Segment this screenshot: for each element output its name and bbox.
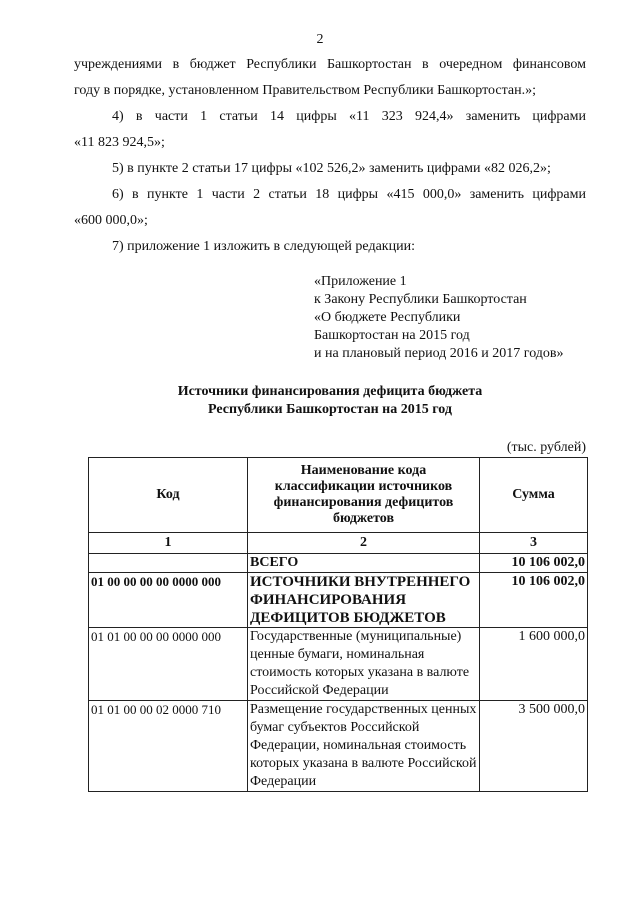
header-sum: Сумма: [480, 458, 588, 533]
paragraph-line: учреждениями в бюджет Республики Башкортостан в очередном финансовом: [74, 57, 586, 72]
title-line: Республики Башкортостан на 2015 год: [208, 402, 452, 417]
table-row: [89, 628, 588, 701]
column-number: 2: [248, 533, 480, 554]
paragraph-line: году в порядке, установленном Правительством Республики Башкортостан.»;: [74, 83, 536, 98]
row-code: [89, 554, 248, 573]
sources-table: [88, 457, 588, 792]
row-code: 01 00 00 00 00 0000 000: [89, 573, 248, 628]
paragraph-line: «11 823 924,5»;: [74, 135, 165, 150]
header-name: Наименование кода классификации источников финансирования дефицитов бюджетов: [248, 458, 480, 533]
table-number-row: [89, 533, 588, 554]
appendix-line: «О бюджете Республики: [314, 310, 461, 325]
header-code: Код: [89, 458, 248, 533]
row-sum: 3 500 000,0: [480, 701, 588, 792]
paragraph-item-6: 6) в пункте 1 части 2 статьи 18 цифры «415 000,0» заменить цифрами: [112, 187, 586, 202]
row-sum: 1 600 000,0: [480, 628, 588, 701]
row-sum: 10 106 002,0: [480, 573, 588, 628]
units-label: (тыс. рублей): [506, 440, 586, 455]
table-row: [89, 701, 588, 792]
paragraph-item-5: 5) в пункте 2 статьи 17 цифры «102 526,2» заменить цифрами «82 026,2»;: [112, 161, 551, 176]
paragraph-item-7: 7) приложение 1 изложить в следующей редакции:: [112, 239, 415, 254]
paragraph-line: «600 000,0»;: [74, 213, 148, 228]
column-number: 3: [480, 533, 588, 554]
page-number: 2: [316, 32, 324, 47]
row-sum: 10 106 002,0: [480, 554, 588, 573]
table-row: [89, 573, 588, 628]
table-title: [74, 383, 586, 419]
appendix-line: к Закону Республики Башкортостан: [314, 292, 527, 307]
document-body: [74, 52, 586, 260]
appendix-reference: [314, 273, 564, 363]
row-name: ИСТОЧНИКИ ВНУТРЕННЕГО ФИНАНСИРОВАНИЯ ДЕФИЦИТОВ БЮДЖЕТОВ: [248, 573, 480, 628]
row-code: 01 01 00 00 02 0000 710: [89, 701, 248, 792]
column-number: 1: [89, 533, 248, 554]
row-name: ВСЕГО: [248, 554, 480, 573]
paragraph-item-4: 4) в части 1 статьи 14 цифры «11 323 924,4» заменить цифрами: [112, 109, 586, 124]
row-name: Государственные (муниципальные) ценные бумаги, номинальная стоимость которых указана в валюте Российской Федерации: [248, 628, 480, 701]
appendix-line: Башкортостан на 2015 год: [314, 328, 470, 343]
appendix-line: «Приложение 1: [314, 274, 407, 289]
row-name: Размещение государственных ценных бумаг субъектов Российской Федерации, номинальная стоимость которых указана в валюте Российской Федерации: [248, 701, 480, 792]
title-line: Источники финансирования дефицита бюджета: [177, 384, 483, 399]
table-header-row: [89, 458, 588, 533]
table-row: [89, 554, 588, 573]
appendix-line: и на плановый период 2016 и 2017 годов»: [314, 346, 564, 361]
row-code: 01 01 00 00 00 0000 000: [89, 628, 248, 701]
